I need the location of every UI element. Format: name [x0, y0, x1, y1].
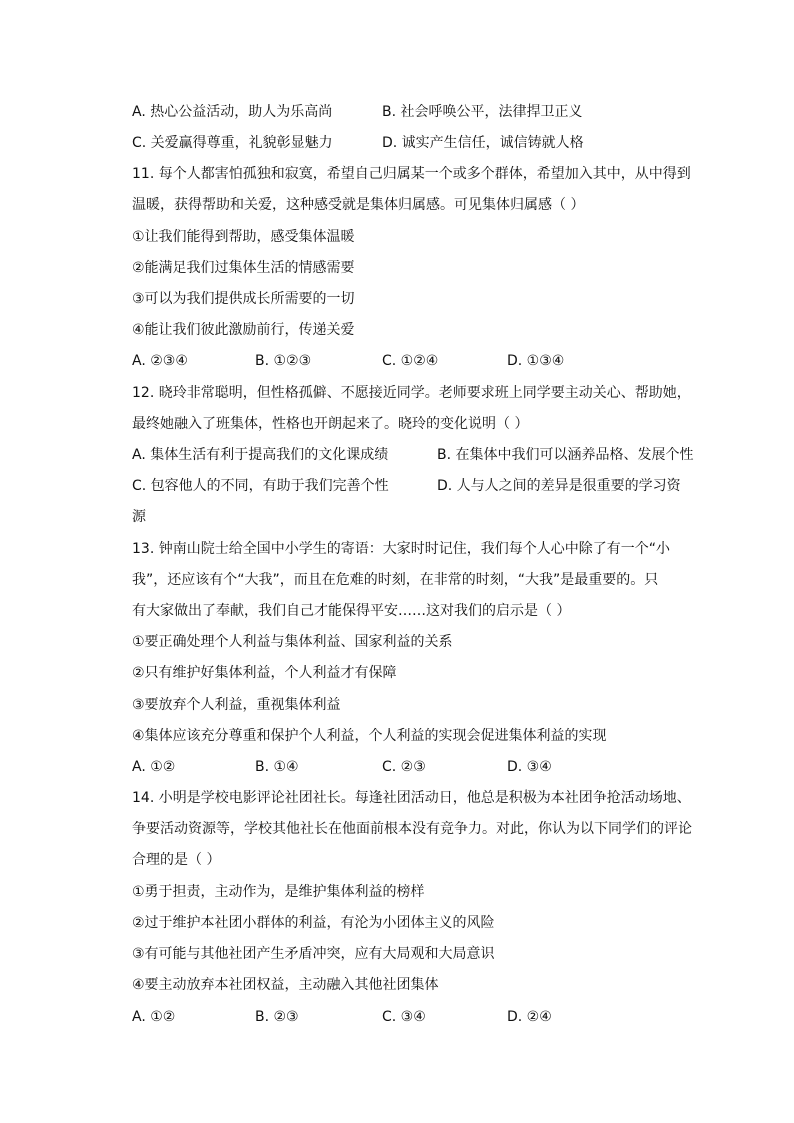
q14-stem-line1: 14. 小明是学校电影评论社团社长。每逢社团活动日，他总是积极为本社团争抢活动场地、 [132, 790, 691, 806]
q13-option-d: D. ③④ [507, 759, 552, 775]
q12-stem-line2: 最终她融入了班集体，性格也开朗起来了。晓玲的变化说明（ ） [132, 416, 529, 432]
q12-option-c: C. 包容他人的不同，有助于我们完善个性 [132, 478, 389, 494]
q13-stem-line3: 有大家做出了奉献，我们自己才能保得平安……这对我们的启示是（ ） [132, 603, 571, 619]
q14-option-a: A. ①② [132, 1009, 176, 1025]
q14-option-d: D. ②④ [507, 1009, 552, 1025]
q10-option-d: D. 诚实产生信任，诚信铸就人格 [382, 135, 584, 151]
q10-option-a: A. 热心公益活动，助人为乐高尚 [132, 104, 333, 120]
q14-statement-3: ③有可能与其他社团产生矛盾冲突，应有大局观和大局意识 [132, 946, 495, 962]
q12-option-a: A. 集体生活有利于提高我们的文化课成绩 [132, 447, 389, 463]
q11-option-b: B. ①②③ [255, 353, 312, 369]
q14-option-c: C. ③④ [382, 1009, 426, 1025]
q14-stem-line2: 争要活动资源等，学校其他社长在他面前根本没有竞争力。对此，你认为以下同学们的评论 [132, 821, 692, 837]
q11-statement-1: ①让我们能得到帮助，感受集体温暖 [132, 229, 355, 245]
q13-statement-1: ①要正确处理个人利益与集体利益、国家利益的关系 [132, 634, 453, 650]
q10-option-b: B. 社会呼唤公平，法律捍卫正义 [382, 104, 583, 120]
q11-statement-4: ④能让我们彼此激励前行，传递关爱 [132, 322, 355, 338]
q13-stem-line2: 我”，还应该有个“大我”，而且在危难的时刻，在非常的时刻，“大我”是最重要的。只 [132, 572, 659, 588]
q11-option-c: C. ①②④ [382, 353, 439, 369]
q13-statement-3: ③要放弃个人利益，重视集体利益 [132, 697, 341, 713]
q13-statement-2: ②只有维护好集体利益，个人利益才有保障 [132, 665, 397, 681]
q11-stem-line2: 温暖，获得帮助和关爱，这种感受就是集体归属感。可见集体归属感（ ） [132, 197, 585, 213]
q11-statement-2: ②能满足我们过集体生活的情感需要 [132, 260, 355, 276]
q13-stem-line1: 13. 钟南山院士给全国中小学生的寄语：大家时时记住，我们每个人心中除了有一个“小 [132, 541, 670, 557]
q13-statement-4: ④集体应该充分尊重和保护个人利益，个人利益的实现会促进集体利益的实现 [132, 728, 607, 744]
q12-option-b: B. 在集体中我们可以涵养品格、发展个性 [437, 447, 694, 463]
q11-statement-3: ③可以为我们提供成长所需要的一切 [132, 291, 355, 307]
q12-stem-line1: 12. 晓玲非常聪明，但性格孤僻、不愿接近同学。老师要求班上同学要主动关心、帮助她， [132, 385, 691, 401]
q13-option-c: C. ②③ [382, 759, 426, 775]
q12-option-d: D. 人与人之间的差异是很重要的学习资 [437, 478, 681, 494]
q11-option-d: D. ①③④ [507, 353, 565, 369]
q11-stem-line1: 11. 每个人都害怕孤独和寂寞，希望自己归属某一个或多个群体，希望加入其中，从中得到 [132, 166, 691, 182]
q11-option-a: A. ②③④ [132, 353, 188, 369]
q14-statement-2: ②过于维护本社团小群体的利益，有沦为小团体主义的风险 [132, 915, 495, 931]
q10-option-c: C. 关爱赢得尊重，礼貌彰显魅力 [132, 135, 333, 151]
q14-statement-4: ④要主动放弃本社团权益，主动融入其他社团集体 [132, 977, 439, 993]
q12-option-d-continued: 源 [132, 509, 146, 525]
q13-option-a: A. ①② [132, 759, 176, 775]
q14-statement-1: ①勇于担责，主动作为，是维护集体利益的榜样 [132, 884, 425, 900]
q14-option-b: B. ②③ [255, 1009, 299, 1025]
q14-stem-line3: 合理的是（ ） [132, 852, 221, 868]
q13-option-b: B. ①④ [255, 759, 299, 775]
